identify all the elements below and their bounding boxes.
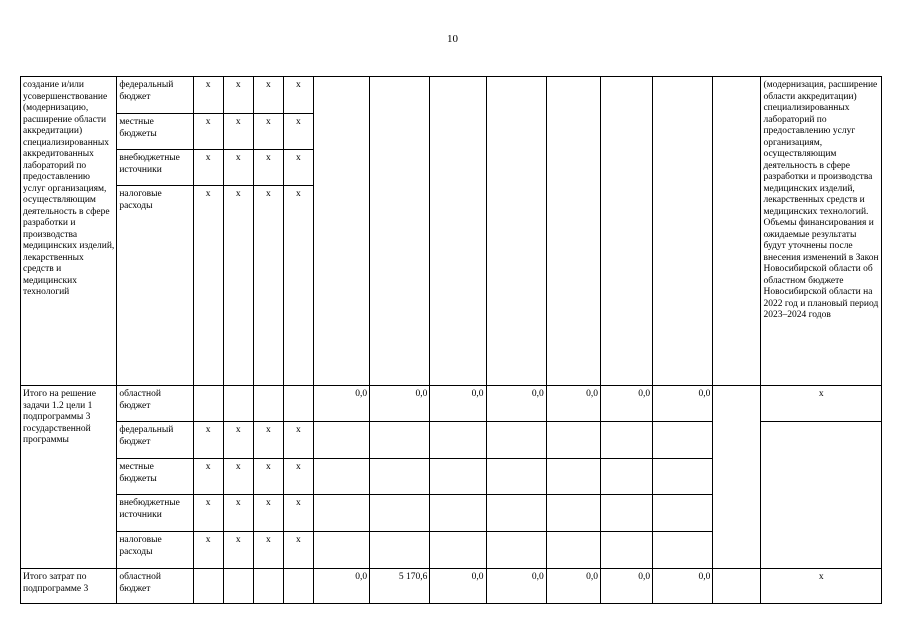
x-mark: x	[253, 114, 283, 150]
expected-result: (модернизация, расширение области аккредитации) специализированных лабораторий по предоставлению услуг организациям, осуществляющим деятельность в сфере разработки и производства медицинских изделий, лекарственных средств и медицинских технологий. Объемы финансирования и ожидаемые результаты будут уточнены после внесения изменений в Закон Новосибирской области об областном бюджете Новосибирской области на 2022 год и плановый период 2023–2024 годов	[761, 77, 882, 386]
value-cell: 0,0	[600, 386, 652, 422]
value-cell: 0,0	[653, 569, 713, 604]
value-cell	[370, 532, 430, 569]
x-mark: х	[253, 459, 283, 495]
financing-table	[20, 76, 882, 604]
value-cell	[486, 532, 546, 569]
x-mark: х	[223, 459, 253, 495]
x-mark: х	[253, 532, 283, 569]
result-cell: х	[761, 386, 882, 422]
table-row	[21, 77, 882, 114]
x-mark: х	[223, 495, 253, 532]
x-mark: x	[193, 77, 223, 114]
value-cell	[486, 459, 546, 495]
value-cell	[600, 495, 652, 532]
value-cell	[653, 532, 713, 569]
x-mark: х	[193, 422, 223, 459]
x-mark: x	[193, 150, 223, 186]
value-cell	[653, 459, 713, 495]
value-cell	[653, 77, 713, 386]
source-label: налоговые расходы	[117, 532, 193, 569]
value-cell	[313, 495, 369, 532]
source-label: местные бюджеты	[117, 459, 193, 495]
x-mark: x	[223, 77, 253, 114]
empty-cell	[713, 77, 761, 386]
table-row	[21, 569, 882, 604]
value-cell	[430, 422, 486, 459]
value-cell	[370, 495, 430, 532]
value-cell	[486, 495, 546, 532]
value-cell	[600, 77, 652, 386]
source-label: областной бюджет	[117, 569, 193, 604]
source-label: внебюджетные источники	[117, 150, 193, 186]
value-cell	[430, 459, 486, 495]
value-cell: 0,0	[600, 569, 652, 604]
empty-cell	[253, 386, 283, 422]
empty-cell	[283, 569, 313, 604]
value-cell	[313, 532, 369, 569]
value-cell: 0,0	[653, 386, 713, 422]
subtotal-title: Итого на решение задачи 1.2 цели 1 подпрограммы 3 государственной программы	[21, 386, 117, 569]
x-mark: х	[283, 422, 313, 459]
value-cell	[430, 495, 486, 532]
empty-cell	[223, 569, 253, 604]
empty-cell	[193, 569, 223, 604]
empty-cell	[283, 386, 313, 422]
value-cell: 0,0	[313, 386, 369, 422]
value-cell	[546, 532, 600, 569]
value-cell: 0,0	[313, 569, 369, 604]
x-mark: х	[223, 532, 253, 569]
x-mark: x	[223, 114, 253, 150]
value-cell	[486, 422, 546, 459]
value-cell: 0,0	[486, 569, 546, 604]
value-cell: 0,0	[486, 386, 546, 422]
value-cell	[486, 77, 546, 386]
value-cell: 0,0	[546, 569, 600, 604]
value-cell	[313, 422, 369, 459]
x-mark: х	[283, 532, 313, 569]
value-cell	[370, 422, 430, 459]
x-mark: х	[193, 459, 223, 495]
event-description: создание и/или усовершенствование (модернизацию, расширение области аккредитации) специализированных аккредитованных лабораторий по предоставлению услуг организациям, осуществляющим деятельность в сфере разработки и производства медицинских изделий, лекарственных средств и медицинских технологий	[21, 77, 117, 386]
x-mark: х	[283, 459, 313, 495]
value-cell	[653, 422, 713, 459]
x-mark: x	[283, 77, 313, 114]
value-cell: 0,0	[430, 569, 486, 604]
x-mark: x	[223, 150, 253, 186]
value-cell	[313, 77, 369, 386]
x-mark: х	[253, 495, 283, 532]
value-cell	[546, 495, 600, 532]
empty-cell	[713, 386, 761, 569]
empty-cell	[223, 386, 253, 422]
value-cell	[600, 422, 652, 459]
value-cell: 0,0	[370, 386, 430, 422]
value-cell: 0,0	[546, 386, 600, 422]
empty-cell	[253, 569, 283, 604]
x-mark: x	[193, 114, 223, 150]
value-cell	[600, 459, 652, 495]
value-cell	[370, 77, 430, 386]
page-number: 10	[447, 33, 458, 45]
x-mark: х	[193, 532, 223, 569]
value-cell: 0,0	[430, 386, 486, 422]
empty-cell	[193, 386, 223, 422]
total-title: Итого затрат по подпрограмме 3	[21, 569, 117, 604]
value-cell	[600, 532, 652, 569]
value-cell: 5 170,6	[370, 569, 430, 604]
x-mark: х	[283, 495, 313, 532]
x-mark: x	[253, 150, 283, 186]
value-cell	[546, 459, 600, 495]
x-mark: x	[223, 186, 253, 386]
value-cell	[430, 77, 486, 386]
x-mark: x	[283, 114, 313, 150]
value-cell	[546, 422, 600, 459]
value-cell	[370, 459, 430, 495]
x-mark: x	[253, 77, 283, 114]
value-cell	[653, 495, 713, 532]
x-mark: x	[193, 186, 223, 386]
empty-cell	[761, 422, 882, 569]
source-label: федеральный бюджет	[117, 422, 193, 459]
source-label: налоговые расходы	[117, 186, 193, 386]
x-mark: х	[253, 422, 283, 459]
result-cell: х	[761, 569, 882, 604]
x-mark: x	[283, 186, 313, 386]
source-label: внебюджетные источники	[117, 495, 193, 532]
table-row	[21, 386, 882, 422]
source-label: федеральный бюджет	[117, 77, 193, 114]
x-mark: x	[283, 150, 313, 186]
x-mark: x	[253, 186, 283, 386]
source-label: областной бюджет	[117, 386, 193, 422]
value-cell	[430, 532, 486, 569]
value-cell	[546, 77, 600, 386]
empty-cell	[713, 569, 761, 604]
x-mark: х	[223, 422, 253, 459]
source-label: местные бюджеты	[117, 114, 193, 150]
value-cell	[313, 459, 369, 495]
x-mark: х	[193, 495, 223, 532]
